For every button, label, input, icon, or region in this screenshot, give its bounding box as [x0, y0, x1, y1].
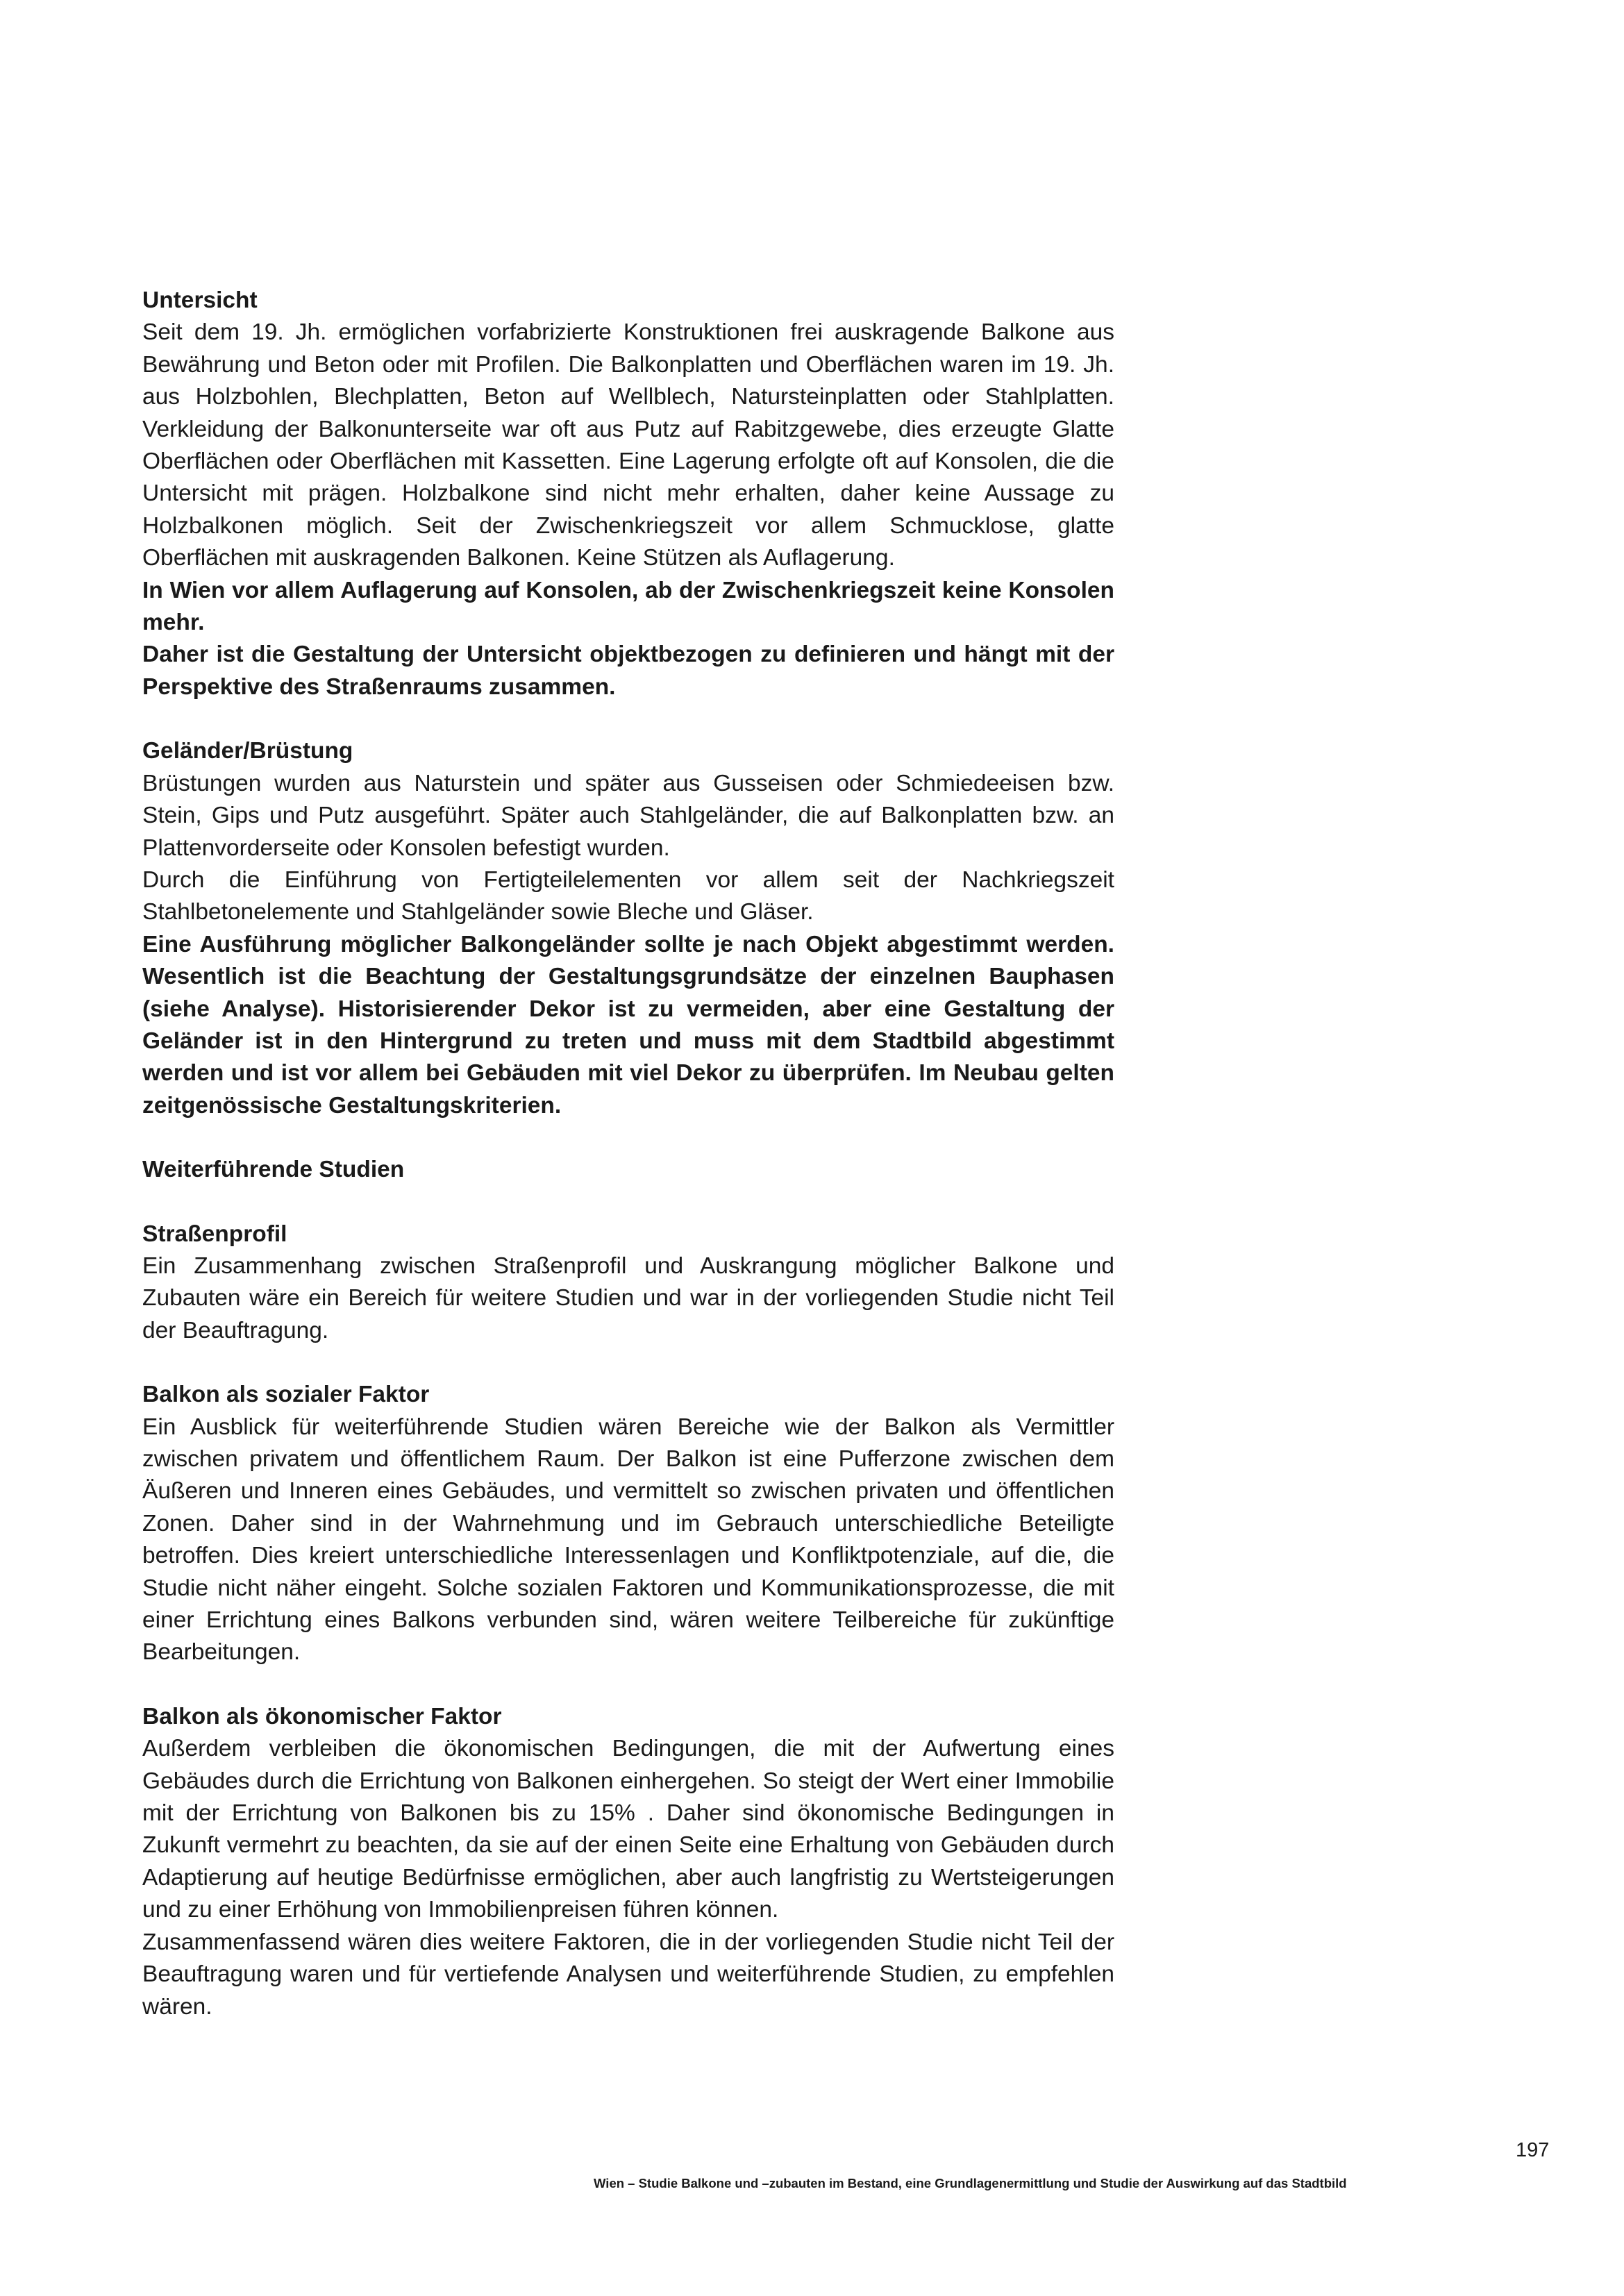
body-paragraph: Zusammenfassend wären dies weitere Faktoren, die in der vorliegenden Studie nicht Teil der Beauftragung waren und für vertiefende Analysen und weiterführende Studien, zu empfehlen wären. [142, 1929, 1114, 2020]
page-number: 197 [1516, 2139, 1550, 2161]
body-paragraph: Seit dem 19. Jh. ermöglichen vorfabrizierte Konstruktionen frei auskragende Balkone aus Bewährung und Beton oder mit Profilen. Die Balkonplatten und Oberflächen waren im 19. Jh. aus Holzbohlen, Blechplatten, Beton auf Wellblech, Natursteinplatten oder Stahlplatten. Verkleidung der Balkonunterseite war oft aus Putz auf Rabitzgewebe, dies erzeugte Glatte Oberflächen oder Oberflächen mit Kassetten. Eine Lagerung erfolgte oft auf Konsolen, die die Untersicht mit prägen. Holzbalkone sind nicht mehr erhalten, daher keine Aussage zu Holzbalkonen möglich. Seit der Zwischenkriegszeit vor allem Schmucklose, glatte Oberflächen mit auskragenden Balkonen. Keine Stützen als Auflagerung. [142, 319, 1114, 571]
section-gelaender [142, 735, 1114, 1122]
section-heading-weiterfuehrende-studien: Weiterführende Studien [142, 1157, 405, 1183]
section-oekonomischer-faktor [142, 1701, 1114, 2023]
section-heading: Untersicht [142, 287, 258, 313]
paragraph-gap [142, 703, 1114, 735]
paragraph-gap [142, 1347, 1114, 1379]
section-heading: Straßenprofil [142, 1221, 287, 1247]
bold-statement: In Wien vor allem Auflagerung auf Konsolen, ab der Zwischenkriegszeit keine Konsolen mehr. [142, 577, 1114, 636]
section-untersicht [142, 285, 1114, 703]
section-strassenprofil [142, 1218, 1114, 1348]
body-paragraph: Ein Ausblick für weiterführende Studien wären Bereiche wie der Balkon als Vermittler zwischen privatem und öffentlichem Raum. Der Balkon ist eine Pufferzone zwischen dem Äußeren und Inneren eines Gebäudes, und vermittelt so zwischen privaten und öffentlichen Zonen. Daher sind in der Wahrnehmung und im Gebrauch unterschiedliche Beteiligte betroffen. Dies kreiert unterschiedliche Interessenlagen und Konfliktpotenziale, auf die, die Studie nicht näher eingeht. Solche sozialen Faktoren und Kommunikationsprozesse, die mit einer Errichtung eines Balkons verbunden sind, wären weitere Teilbereiche für zukünftige Bearbeitungen. [142, 1414, 1114, 1666]
section-heading: Balkon als ökonomischer Faktor [142, 1703, 502, 1729]
main-text-column [142, 285, 1114, 2023]
paragraph-gap [142, 1122, 1114, 1154]
section-sozialer-faktor [142, 1379, 1114, 1669]
section-heading: Geländer/Brüstung [142, 738, 353, 764]
body-paragraph: Außerdem verbleiben die ökonomischen Bedingungen, die mit der Aufwertung eines Gebäudes durch die Errichtung von Balkonen einhergehen. So steigt der Wert einer Immobilie mit der Errichtung von Balkonen bis zu 15% . Daher sind ökonomische Bedingungen in Zukunft vermehrt zu beachten, da sie auf der einen Seite eine Erhaltung von Gebäuden durch Adaptierung auf heutige Bedürfnisse ermöglichen, aber auch langfristig zu Wertsteigerungen und zu einer Erhöhung von Immobilienpreisen führen können. [142, 1736, 1114, 1923]
body-paragraph: Brüstungen wurden aus Naturstein und später aus Gusseisen oder Schmiedeeisen bzw. Stein, Gips und Putz ausgeführt. Später auch Stahlgeländer, die auf Balkonplatten bzw. an Plattenvorderseite oder Konsolen befestigt wurden. [142, 770, 1114, 861]
body-paragraph: Durch die Einführung von Fertigteilelementen vor allem seit der Nachkriegszeit Stahlbetonelemente und Stahlgeländer sowie Bleche und Gläser. [142, 866, 1114, 925]
body-paragraph: Ein Zusammenhang zwischen Straßenprofil und Auskrangung möglicher Balkone und Zubauten wäre ein Bereich für weitere Studien und war in der vorliegenden Studie nicht Teil der Beauftragung. [142, 1252, 1114, 1343]
bold-statement: Daher ist die Gestaltung der Untersicht objektbezogen zu definieren und hängt mit der Perspektive des Straßenraums zusammen. [142, 642, 1114, 700]
bold-statement: Eine Ausführung möglicher Balkongeländer sollte je nach Objekt abgestimmt werden. Wesentlich ist die Beachtung der Gestaltungsgrundsätze der einzelnen Bauphasen (siehe Analyse). Historisierender Dekor ist zu vermeiden, aber eine Gestaltung der Geländer ist in den Hintergrund zu treten und muss mit dem Stadtbild abgestimmt werden und ist vor allem bei Gebäuden mit viel Dekor zu überprüfen. Im Neubau gelten zeitgenössische Gestaltungskriterien. [142, 931, 1114, 1118]
paragraph-gap [142, 1187, 1114, 1218]
section-heading: Balkon als sozialer Faktor [142, 1382, 430, 1408]
paragraph-gap [142, 1669, 1114, 1701]
running-footer: Wien – Studie Balkone und –zubauten im Bestand, eine Grundlagenermittlung und Studie der Auswirkung auf das Stadtbild [594, 2176, 1347, 2190]
